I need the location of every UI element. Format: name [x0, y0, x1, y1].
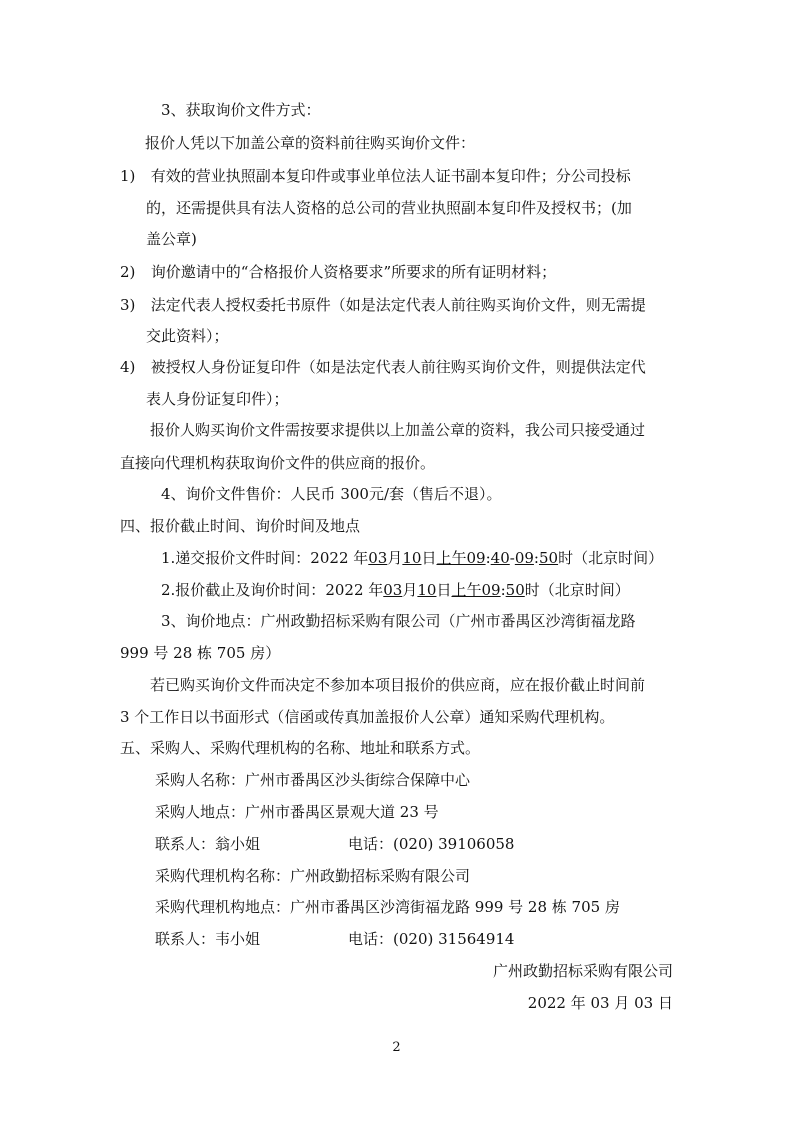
inquiry-location: 3、询价地点：广州政勤招标采购有限公司（广州市番禺区沙湾街福龙路	[161, 612, 636, 630]
purchaser-contact: 联系人：翁小姐	[155, 835, 261, 853]
list-item-number: 3)	[120, 296, 136, 314]
list-item-2	[120, 262, 556, 282]
signature-company: 广州政勤招标采购有限公司	[492, 962, 673, 980]
list-item-number: 4)	[120, 358, 136, 376]
deadline-ampm: 上午	[451, 581, 482, 599]
submission-month: 03	[368, 549, 388, 567]
list-item-4-continuation: 表人身份证复印件）；	[146, 390, 289, 408]
withdrawal-notice: 若已购买询价文件而决定不参加本项目报价的供应商，应在报价截止时间前	[150, 676, 646, 694]
list-item-text: 被授权人身份证复印件（如是法定代表人前往购买询价文件，则提供法定代	[150, 358, 646, 376]
time-separator: :	[533, 549, 539, 567]
inquiry-location-continuation: 999 号 28 栋 705 房）	[120, 644, 281, 662]
list-item-number: 2)	[120, 263, 136, 281]
purchaser-phone: 电话：(020) 39106058	[348, 835, 515, 853]
purchaser-address: 采购人地点：广州市番禺区景观大道 23 号	[155, 803, 439, 821]
day-unit: 日	[421, 549, 437, 567]
time-dash: -	[509, 549, 515, 567]
deadline-minute: 50	[505, 581, 525, 599]
list-item-1-continuation: 的，还需提供具有法人资格的总公司的营业执照副本复印件及授权书；(加	[146, 199, 632, 217]
list-item-3	[120, 295, 646, 315]
section-3-note-continuation: 直接向代理机构获取询价文件的供应商的报价。	[120, 454, 436, 472]
list-item-1	[120, 166, 631, 186]
list-item-1-continuation: 盖公章)	[146, 230, 197, 248]
agency-phone: 电话：(020) 31564914	[348, 930, 515, 948]
section-3-note: 报价人购买询价文件需按要求提供以上加盖公章的资料，我公司只接受通过	[150, 421, 646, 439]
deadline-month: 03	[383, 581, 403, 599]
list-item-number: 1)	[120, 167, 136, 185]
time-separator: :	[485, 549, 491, 567]
list-item-text: 询价邀请中的“合格报价人资格要求”所要求的所有证明材料；	[150, 263, 557, 281]
submission-time	[161, 548, 663, 568]
submission-time-label: 1.递交报价文件时间：2022 年	[161, 549, 369, 567]
submission-end-minute: 50	[538, 549, 559, 567]
submission-time-suffix: 时（北京时间）	[558, 549, 664, 567]
section-4-price: 4、询价文件售价：人民币 300元/套（售后不退）。	[161, 485, 502, 503]
deadline-time-suffix: 时（北京时间）	[524, 581, 630, 599]
list-item-text: 有效的营业执照副本复印件或事业单位法人证书副本复印件；分公司投标	[150, 167, 631, 185]
day-unit: 日	[436, 581, 452, 599]
deadline-hour: 09	[481, 581, 501, 599]
purchaser-name: 采购人名称：广州市番禺区沙头街综合保障中心	[155, 771, 471, 789]
deadline-time	[161, 580, 630, 600]
section-3-intro: 报价人凭以下加盖公章的资料前往购买询价文件：	[145, 134, 476, 152]
deadline-time-label: 2.报价截止及询价时间：2022 年	[161, 581, 384, 599]
month-unit: 月	[387, 549, 403, 567]
list-item-text: 法定代表人授权委托书原件（如是法定代表人前往购买询价文件，则无需提	[150, 296, 646, 314]
submission-end-hour: 09	[514, 549, 534, 567]
withdrawal-notice-continuation: 3 个工作日以书面形式（信函或传真加盖报价人公章）通知采购代理机构。	[120, 708, 615, 726]
submission-start-minute: 40	[490, 549, 510, 567]
list-item-4	[120, 357, 646, 377]
agency-contact: 联系人：韦小姐	[155, 930, 261, 948]
deadline-day: 10	[417, 581, 437, 599]
section-3-heading: 3、获取询价文件方式：	[161, 101, 321, 119]
submission-ampm: 上午	[436, 549, 467, 567]
submission-start-hour: 09	[466, 549, 486, 567]
list-item-3-continuation: 交此资料）；	[146, 327, 229, 345]
section-four-heading: 四、报价截止时间、询价时间及地点	[120, 517, 361, 535]
month-unit: 月	[402, 581, 418, 599]
time-separator: :	[500, 581, 506, 599]
section-five-heading: 五、采购人、采购代理机构的名称、地址和联系方式。	[120, 739, 481, 757]
submission-day: 10	[402, 549, 422, 567]
signature-date: 2022 年 03 月 03 日	[527, 994, 673, 1012]
agency-address: 采购代理机构地点：广州市番禺区沙湾街福龙路 999 号 28 栋 705 房	[155, 898, 620, 916]
agency-name: 采购代理机构名称：广州政勤招标采购有限公司	[155, 867, 471, 885]
page-number: 2	[392, 1040, 401, 1055]
